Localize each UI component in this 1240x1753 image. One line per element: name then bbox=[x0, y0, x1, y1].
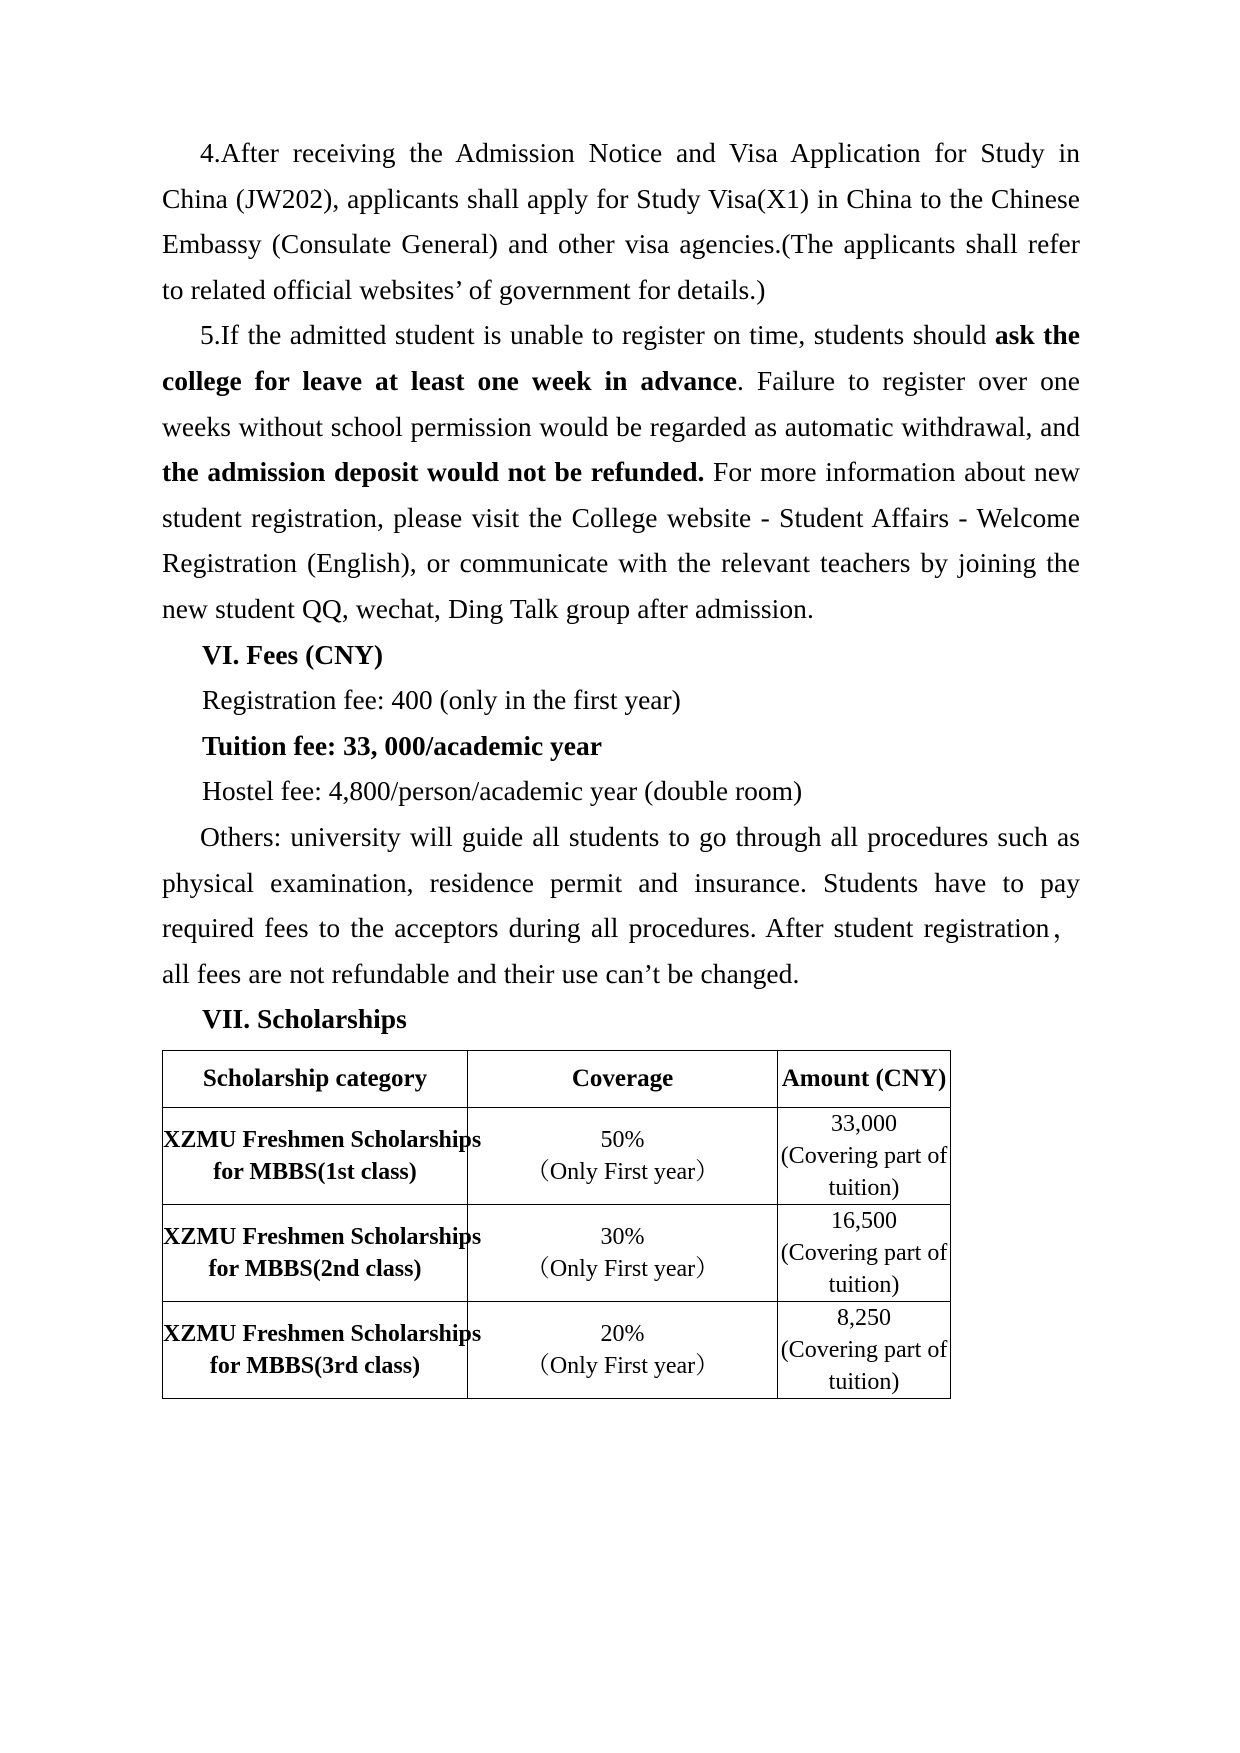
table-cell-coverage bbox=[468, 1107, 778, 1204]
category-line-1: XZMU Freshmen Scholarships bbox=[163, 1126, 482, 1153]
coverage-percent: 20% bbox=[600, 1320, 645, 1347]
table-header-coverage: Coverage bbox=[468, 1050, 778, 1107]
amount-value: 8,250 bbox=[837, 1304, 891, 1331]
category-line-2: for MBBS(1st class) bbox=[213, 1158, 417, 1185]
category-line-1: XZMU Freshmen Scholarships bbox=[163, 1223, 482, 1250]
coverage-note: （Only First year） bbox=[525, 1158, 720, 1185]
item-5-run-5: For more information about new student registration, please visit the College website - Student Affairs - Welcome Registration (English), or communicate with the relevant teachers by joining the new student QQ, wechat, Ding Talk group after admission. bbox=[162, 456, 1081, 624]
fee-hostel: Hostel fee: 4,800/person/academic year (double room) bbox=[202, 775, 803, 807]
paragraph-item-4 bbox=[162, 130, 1080, 312]
coverage-note: （Only First year） bbox=[525, 1352, 720, 1379]
table-cell-amount bbox=[778, 1204, 951, 1301]
fee-registration: Registration fee: 400 (only in the first year) bbox=[202, 684, 681, 716]
paragraph-item-4-text: 4.After receiving the Admission Notice and Visa Application for Study in China (JW202), applicants shall apply for Study Visa(X1) in China to the Chinese Embassy (Consulate General) and other visa agencies.(The applicants shall refer to related official websites’ of government for details.) bbox=[162, 137, 1080, 305]
scholarship-table bbox=[162, 1050, 951, 1399]
table-header-category: Scholarship category bbox=[163, 1050, 468, 1107]
table-cell-amount bbox=[778, 1301, 951, 1398]
amount-note-line-1: (Covering part of bbox=[780, 1239, 948, 1266]
table-row bbox=[163, 1107, 951, 1204]
category-line-2: for MBBS(3rd class) bbox=[209, 1352, 421, 1379]
amount-note-line-2: tuition) bbox=[828, 1368, 900, 1395]
table-cell-amount bbox=[778, 1107, 951, 1204]
table-cell-category bbox=[163, 1107, 482, 1204]
coverage-percent: 30% bbox=[600, 1223, 645, 1250]
table-row bbox=[163, 1204, 951, 1301]
table-cell-category bbox=[163, 1301, 482, 1398]
table-cell-coverage bbox=[468, 1204, 778, 1301]
table-cell-coverage bbox=[468, 1301, 778, 1398]
heading-fees: VI. Fees (CNY) bbox=[202, 638, 383, 670]
table-row bbox=[163, 1301, 951, 1398]
paragraph-others-fees: Others: university will guide all students to go through all procedures such as physical examination, residence permit and insurance. Students have to pay required fees to the acceptors during all procedures. After student registration， all fees are not refundable and their use can’t be changed. bbox=[162, 820, 1080, 989]
amount-note-line-1: (Covering part of bbox=[780, 1142, 948, 1169]
item-5-run-1: 5.If the admitted student is unable to register on time, students should bbox=[200, 319, 995, 351]
paragraph-item-5 bbox=[162, 312, 1080, 631]
amount-note-line-2: tuition) bbox=[828, 1174, 900, 1201]
table-cell-category bbox=[163, 1204, 482, 1301]
table-header-row bbox=[163, 1050, 951, 1107]
item-5-bold-leave-notice: ask the college for leave at least one week in advance bbox=[162, 319, 1080, 396]
category-line-2: for MBBS(2nd class) bbox=[208, 1255, 422, 1282]
coverage-note: （Only First year） bbox=[525, 1255, 720, 1282]
category-line-1: XZMU Freshmen Scholarships bbox=[163, 1320, 482, 1347]
amount-note-line-2: tuition) bbox=[828, 1271, 900, 1298]
amount-value: 33,000 bbox=[831, 1110, 897, 1137]
heading-scholarships: VII. Scholarships bbox=[202, 1003, 407, 1035]
amount-note-line-1: (Covering part of bbox=[780, 1336, 948, 1363]
item-5-run-3: . Failure to register over one weeks without school permission would be regarded as automatic withdrawal, and bbox=[162, 364, 1080, 442]
table-header-amount: Amount (CNY) bbox=[778, 1050, 951, 1107]
fee-tuition: Tuition fee: 33, 000/academic year bbox=[202, 729, 602, 761]
coverage-percent: 50% bbox=[600, 1126, 645, 1153]
item-5-bold-deposit-notice: the admission deposit would not be refunded. bbox=[162, 456, 705, 488]
amount-value: 16,500 bbox=[831, 1207, 897, 1234]
